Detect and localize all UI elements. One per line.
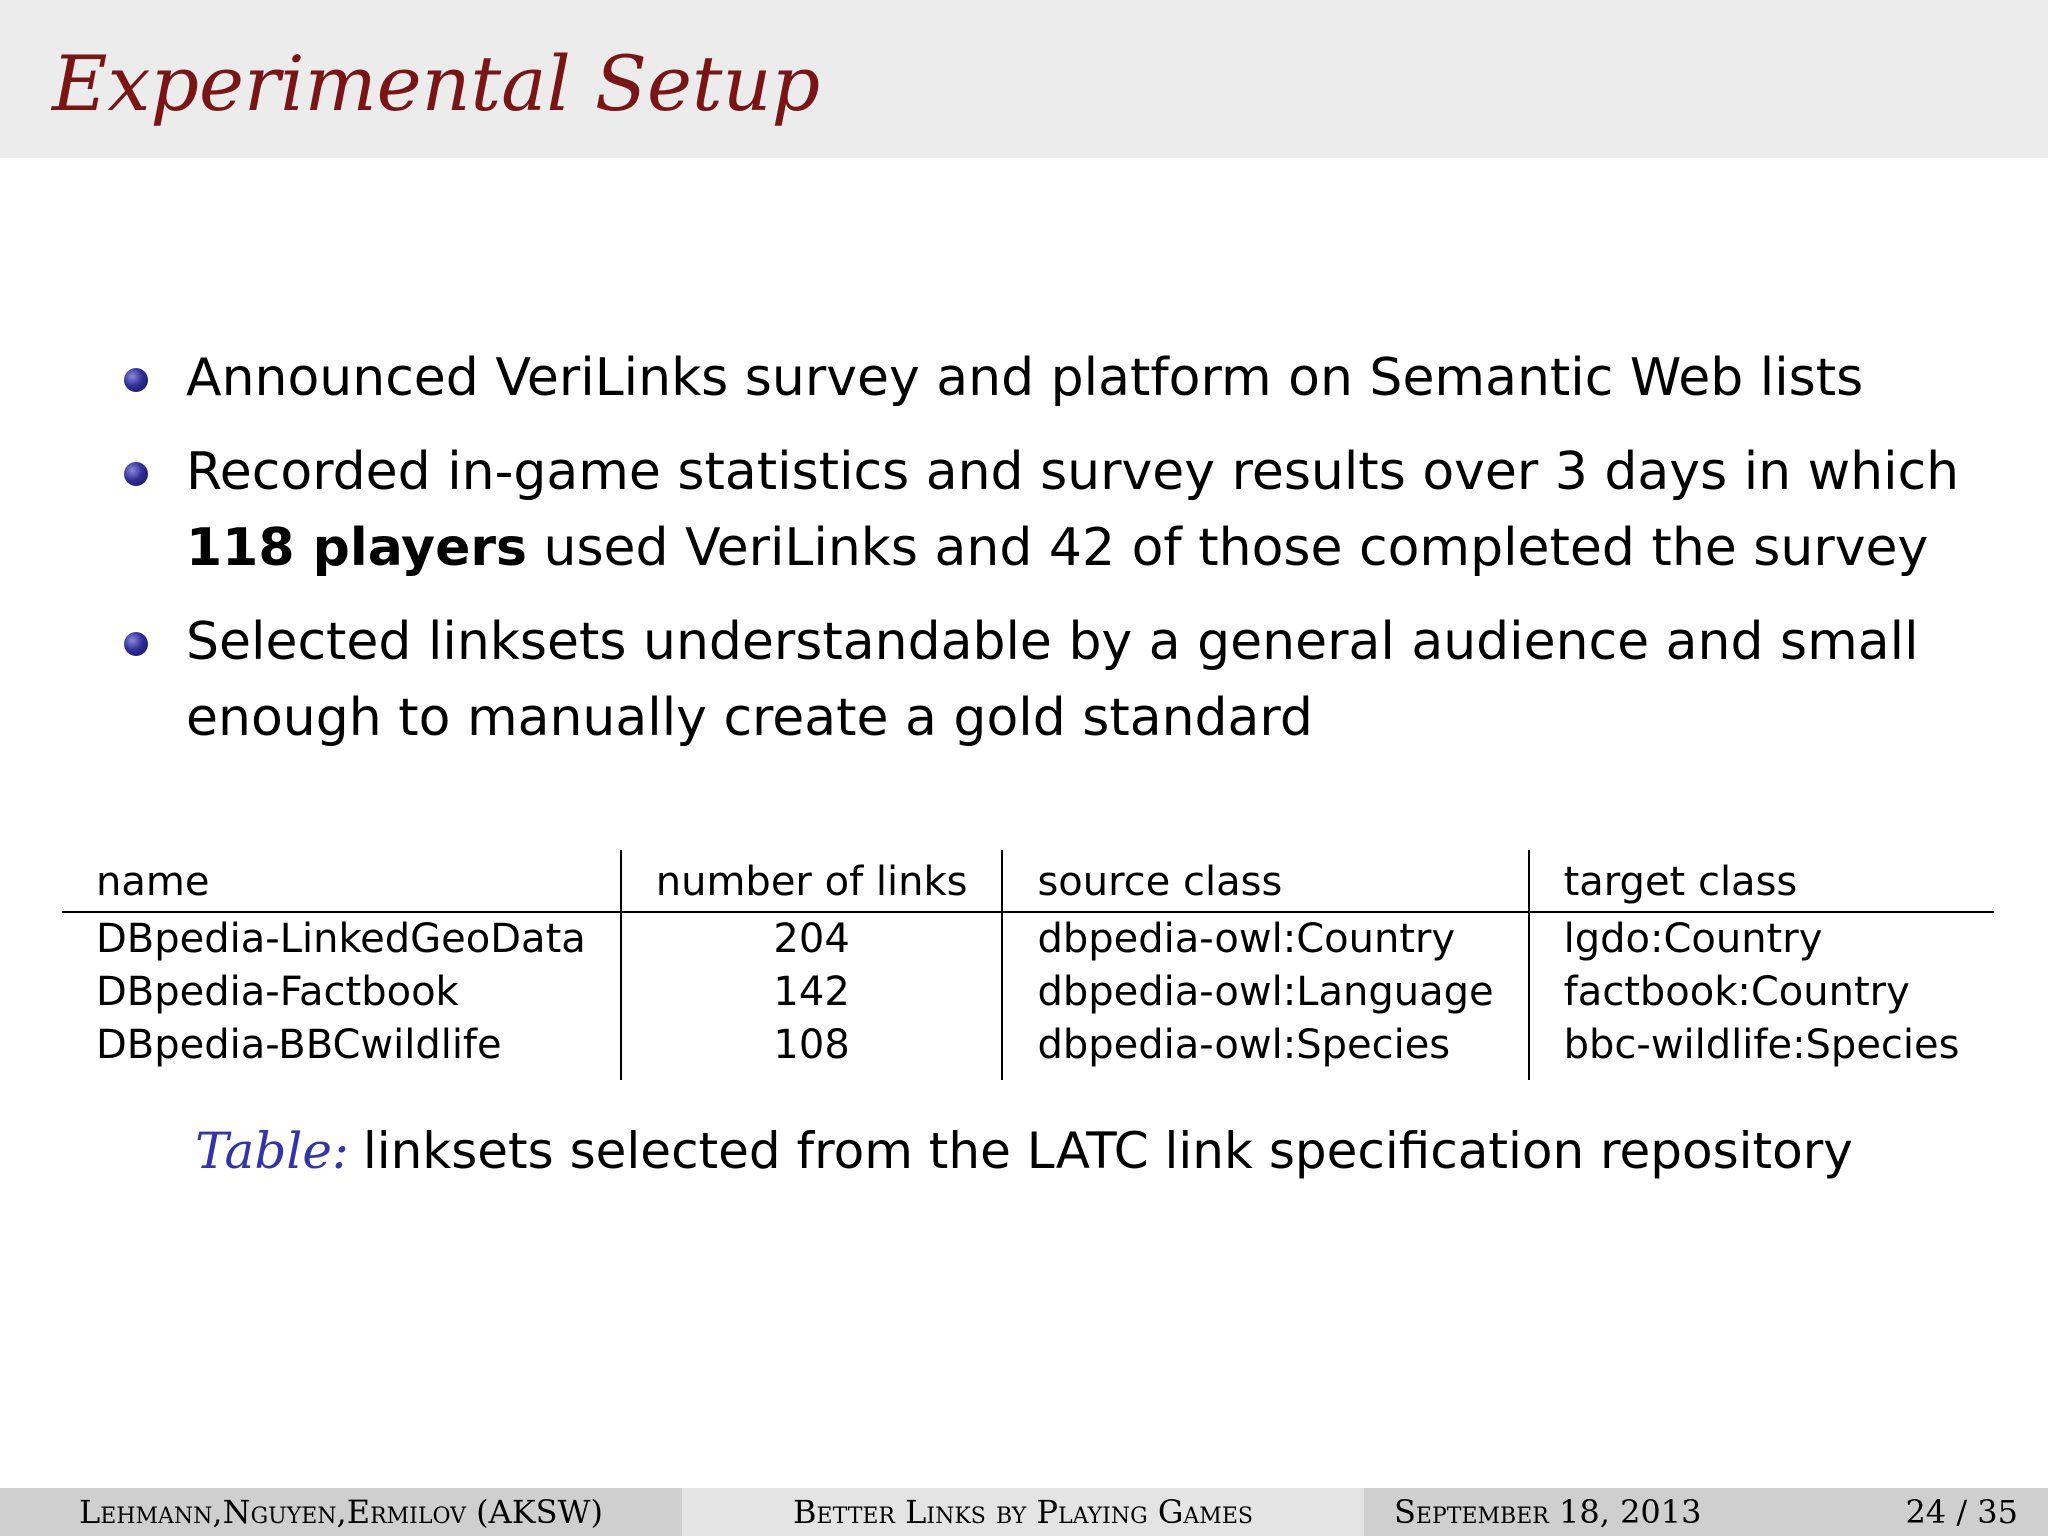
table-caption — [0, 1122, 2048, 1180]
caption-text: linksets selected from the LATC link specification repository — [362, 1122, 1853, 1180]
cell-number-of-links: 142 — [621, 966, 1003, 1019]
cell-name: DBpedia-LinkedGeoData — [96, 916, 586, 962]
page-number: 24 / 35 — [1905, 1493, 2018, 1531]
slide-title: Experimental Setup — [52, 39, 821, 128]
cell-number-of-links: 204 — [621, 912, 1003, 966]
table-row — [62, 966, 1994, 1019]
footer-talk-title: Better Links by Playing Games — [682, 1488, 1364, 1536]
bullet-text: Announced VeriLinks survey and platform on Semantic Web lists — [186, 348, 1864, 408]
column-header-target-class: target class — [1529, 850, 1994, 912]
bullet-icon — [124, 632, 148, 656]
bullet-icon — [124, 462, 148, 486]
footer-date: September 18, 2013 — [1394, 1493, 1702, 1531]
cell-name: DBpedia-Factbook — [96, 969, 459, 1015]
column-header-name: name — [96, 859, 210, 905]
bullet-icon — [124, 368, 148, 392]
title-bar — [0, 0, 2048, 158]
bullet-item — [120, 340, 1970, 416]
cell-name: DBpedia-BBCwildlife — [96, 1022, 502, 1068]
bullet-text-rest: used VeriLinks and 42 of those completed the survey — [526, 518, 1929, 578]
cell-target-class: factbook:Country — [1529, 966, 1994, 1019]
bullet-text: Selected linksets understandable by a general audience and small — [186, 612, 1919, 672]
cell-source-class: dbpedia-owl:Species — [1002, 1019, 1528, 1080]
bullet-item — [120, 604, 1970, 756]
slide-footer — [0, 1488, 2048, 1536]
column-header-number-of-links: number of links — [621, 850, 1003, 912]
bullet-text: Recorded in-game statistics and survey results over 3 days in which — [186, 442, 1960, 502]
cell-source-class: dbpedia-owl:Country — [1002, 912, 1528, 966]
bold-highlight: 118 players — [186, 518, 527, 578]
cell-target-class: lgdo:Country — [1529, 912, 1994, 966]
table-row — [62, 1019, 1994, 1080]
linksets-table-wrap — [62, 850, 1970, 1080]
cell-source-class: dbpedia-owl:Language — [1002, 966, 1528, 1019]
bullet-list — [120, 340, 1970, 774]
bullet-item — [120, 434, 1970, 586]
caption-label: Table: — [195, 1122, 349, 1180]
table-header-row — [62, 850, 1994, 912]
linksets-table — [62, 850, 1994, 1080]
footer-authors: Lehmann,Nguyen,Ermilov (AKSW) — [0, 1488, 682, 1536]
column-header-source-class: source class — [1002, 850, 1528, 912]
cell-number-of-links: 108 — [621, 1019, 1003, 1080]
bullet-text-line — [186, 510, 1970, 586]
cell-target-class: bbc-wildlife:Species — [1529, 1019, 1994, 1080]
bullet-text: enough to manually create a gold standard — [186, 688, 1313, 748]
table-row — [62, 912, 1994, 966]
footer-date-page — [1364, 1488, 2048, 1536]
